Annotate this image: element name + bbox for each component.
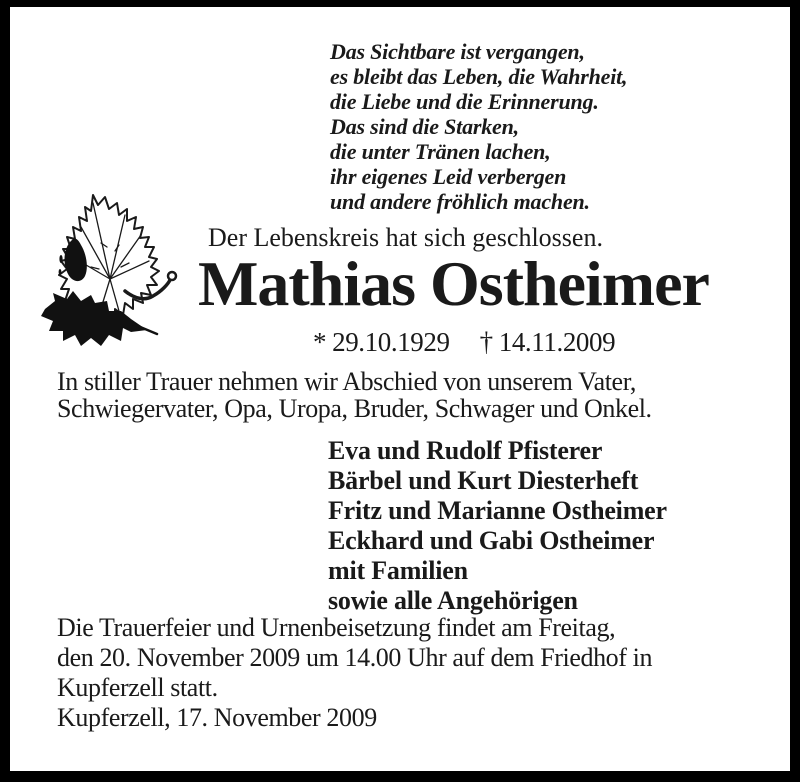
family-member-line: sowie alle Angehörigen [328, 586, 578, 615]
place-dateline: Kupferzell, 17. November 2009 [57, 703, 377, 732]
mourning-line: In stiller Trauer nehmen wir Abschied von unserem Vater, [57, 367, 637, 396]
closing-phrase: Der Lebenskreis hat sich geschlossen. [208, 223, 603, 252]
family-list [328, 436, 667, 616]
poem-line: die Liebe und die Erinnerung. [330, 89, 599, 114]
death-date [480, 327, 616, 357]
funeral-line: Die Trauerfeier und Urnenbeisetzung findet am Freitag, [57, 613, 616, 642]
funeral-line: Kupferzell statt. [57, 673, 218, 702]
death-date-value: 14.11.2009 [498, 327, 616, 357]
poem-line: und andere fröhlich machen. [330, 189, 590, 214]
poem-line: Das sind die Starken, [330, 114, 519, 139]
memorial-poem [330, 39, 627, 214]
family-member-line: Fritz und Marianne Ostheimer [328, 496, 667, 525]
death-cross-symbol: † [479, 327, 493, 357]
birth-star-symbol: * [313, 327, 327, 357]
birth-date-value: 29.10.1929 [332, 327, 450, 357]
deceased-name: Mathias Ostheimer [198, 248, 709, 319]
life-dates [313, 328, 615, 356]
family-member-line: Eva und Rudolf Pfisterer [328, 436, 603, 465]
funeral-line: den 20. November 2009 um 14.00 Uhr auf dem Friedhof in [57, 643, 653, 672]
poem-line: ihr eigenes Leid verbergen [330, 164, 567, 189]
funeral-information [57, 613, 652, 703]
family-member-line: mit Familien [328, 556, 468, 585]
poem-line: Das Sichtbare ist vergangen, [330, 39, 585, 64]
birth-date [313, 327, 450, 357]
leaf-stem-knob [168, 272, 176, 280]
poem-line: es bleibt das Leben, die Wahrheit, [330, 64, 628, 89]
family-member-line: Eckhard und Gabi Ostheimer [328, 526, 655, 555]
poem-line: die unter Tränen lachen, [330, 139, 551, 164]
leaf-illustration [35, 183, 185, 353]
family-member-line: Bärbel und Kurt Diesterheft [328, 466, 639, 495]
paper [10, 7, 790, 771]
mourning-statement [57, 368, 652, 422]
mourning-line: Schwiegervater, Opa, Uropa, Bruder, Schwager und Onkel. [57, 394, 652, 423]
